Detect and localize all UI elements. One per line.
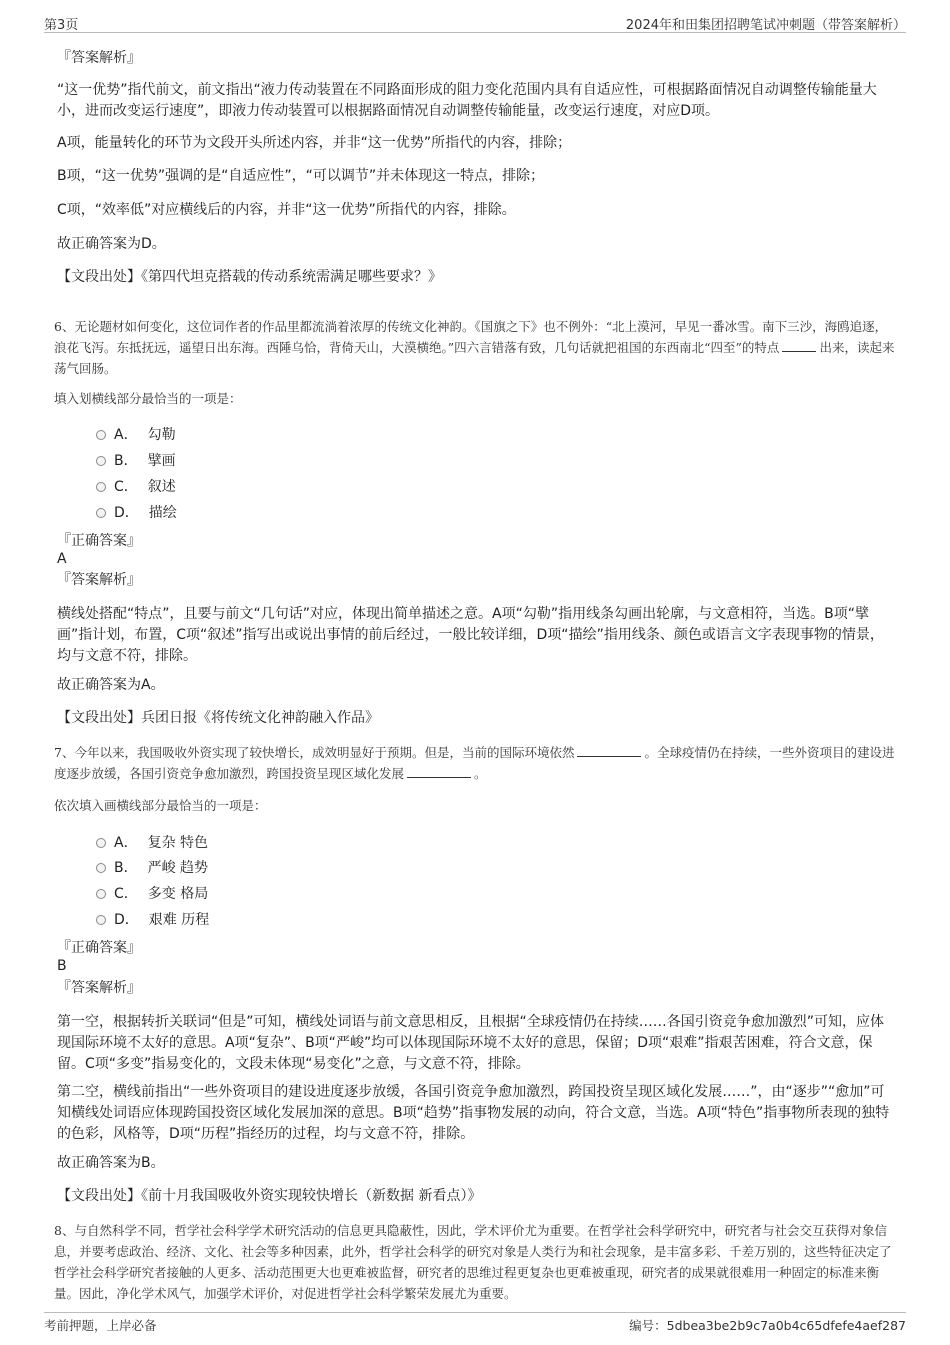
q7-analysis-label: 『答案解析』 — [57, 980, 141, 996]
option-text: 多变 格局 — [147, 886, 209, 902]
q6-stem-text-b: 出来，读起来荡气回肠。 — [54, 340, 895, 376]
radio-icon[interactable] — [96, 456, 106, 466]
q6-analysis-text: 横线处搭配“特点”，且要与前文“几句话”对应，体现出简单描述之意。A项“勾勒”指用线条勾画出轮廓，与文意相符，当选。B项“擘画”指计划，布置，C项“叙述”指写出或说出事情的前后经过，一般比较详细，D项“描绘”指用线条、颜色或语言文字表现事物的情景，均与文意不符，排除。 — [57, 606, 884, 664]
q7-stem — [54, 742, 899, 784]
option-text: 叙述 — [147, 479, 176, 495]
radio-icon[interactable] — [96, 915, 106, 925]
q5-analysis-text: “这一优势”指代前文，前文指出“液力传动装置在不同路面形成的阻力变化范围内具有自适应性，可根据路面情况自动调整传输能量大小，进而改变运行速度”，即液力传动装置可以根据路面情况自动调整传输能量，改变运行速度，对应D项。 — [57, 82, 877, 119]
option-text: 擘画 — [147, 453, 176, 469]
option-text: 艰难 历程 — [148, 912, 210, 928]
option-text: 描绘 — [148, 505, 177, 521]
q5-conclusion: 故正确答案为D。 — [57, 236, 166, 252]
q7-option-d[interactable] — [96, 910, 209, 930]
q6-conclusion: 故正确答案为A。 — [57, 677, 165, 693]
q5-analysis-label: 『答案解析』 — [57, 50, 141, 66]
page-header — [44, 12, 906, 33]
q7-option-b[interactable] — [96, 858, 208, 878]
q7-blank-2 — [407, 765, 471, 778]
q7-stem-text-c: 。 — [474, 766, 487, 781]
radio-icon[interactable] — [96, 482, 106, 492]
radio-icon[interactable] — [96, 838, 106, 848]
q7-stem-text-b: 。全球疫情仍在持续，一些外资项目的建设进度逐步放缓，各国引资竞争愈加激烈，跨国投资呈现区域化发展 — [54, 745, 895, 781]
option-letter: D． — [114, 505, 139, 521]
option-letter: B． — [114, 860, 138, 876]
q6-stem-text-a: 6、无论题材如何变化，这位词作者的作品里都流淌着浓厚的传统文化神韵。《国旗之下》也不例外：“北上漠河，早见一番冰雪。南下三沙，海鸥追逐，浪花飞泻。东抵抚远，遥望日出东海。西陲乌恰，背倚天山，大漠横绝。”四六言错落有致，几句话就把祖国的东西南北“四至”的特点 — [54, 319, 888, 355]
q6-stem — [54, 316, 899, 379]
q7-prompt: 依次填入画横线部分最恰当的一项是： — [54, 798, 267, 813]
option-text: 复杂 特色 — [147, 835, 209, 851]
option-letter: C． — [114, 479, 138, 495]
footer-code-value: 5dbea3be2b9c7a0b4c65dfefe4aef287 — [666, 1318, 906, 1333]
footer-code-label: 编号： — [629, 1318, 667, 1333]
q7-analysis-text-1: 第一空，根据转折关联词“但是”可知，横线处词语与前文意思相反，且根据“全球疫情仍在持续……各国引资竞争愈加激烈”可知，应体现国际环境不太好的意思。A项“复杂”、B项“严峻”均可以体现国际环境不太好的意思，保留；D项“艰难”指艰苦困难，符合文意，保留。C项“多变”指易变化的，文段未体现“易变化”之意，与文意不符，排除。 — [57, 1014, 885, 1072]
option-letter: D． — [114, 912, 139, 928]
q5-analysis-option-b: B项，“这一优势”强调的是“自适应性”，“可以调节”并未体现这一特点，排除； — [57, 168, 545, 184]
option-text: 勾勒 — [147, 427, 176, 443]
q5-analysis-option-c: C项，“效率低”对应横线后的内容，并非“这一优势”所指代的内容，排除。 — [57, 202, 516, 218]
q7-conclusion: 故正确答案为B。 — [57, 1155, 165, 1171]
q8-stem: 8、与自然科学不同，哲学社会科学学术研究活动的信息更具隐蔽性，因此，学术评价尤为重要。在哲学社会科学研究中，研究者与社会交互获得对象信息，并要考虑政治、经济、文化、社会等多种因素，此外，哲学社会科学的研究对象是人类行为和社会现象，是丰富多彩、千差万别的，这些特征决定了哲学社会科学研究者接触的人更多、活动范围更大也更难被监督，研究者的思维过程更复杂也更难被重现，研究者的成果就很难用一种固定的标准来衡量。因此，净化学术风气，加强学术评价，对促进哲学社会科学繁荣发展尤为重要。 — [54, 1223, 892, 1301]
option-text: 严峻 趋势 — [147, 860, 209, 876]
q6-blank — [782, 339, 816, 352]
q7-blank-1 — [577, 744, 641, 757]
q6-option-d[interactable] — [96, 503, 177, 523]
option-letter: A． — [114, 427, 138, 443]
radio-icon[interactable] — [96, 430, 106, 440]
page-footer — [44, 1312, 906, 1333]
q5-source: 【文段出处】《第四代坦克搭载的传动系统需满足哪些要求？》 — [57, 269, 442, 285]
document-title: 2024年和田集团招聘笔试冲刺题（带答案解析） — [625, 18, 906, 33]
q6-analysis-label: 『答案解析』 — [57, 572, 141, 588]
option-letter: B． — [114, 453, 138, 469]
q6-correct-answer: A — [57, 551, 67, 567]
radio-icon[interactable] — [96, 863, 106, 873]
q6-correct-label: 『正确答案』 — [57, 533, 141, 549]
q6-option-a[interactable] — [96, 425, 176, 445]
q7-correct-label: 『正确答案』 — [57, 940, 141, 956]
radio-icon[interactable] — [96, 889, 106, 899]
q7-option-a[interactable] — [96, 833, 208, 853]
radio-icon[interactable] — [96, 508, 106, 518]
q5-analysis-option-a: A项，能量转化的环节为文段开头所述内容，并非“这一优势”所指代的内容，排除； — [57, 135, 572, 151]
q7-source: 【文段出处】《前十月我国吸收外资实现较快增长（新数据 新看点）》 — [57, 1188, 482, 1204]
page-number: 第3页 — [44, 18, 79, 33]
q6-source: 【文段出处】兵团日报《将传统文化神韵融入作品》 — [57, 710, 379, 726]
option-letter: C． — [114, 886, 138, 902]
footer-code — [629, 1316, 906, 1334]
q7-correct-answer: B — [57, 958, 67, 974]
option-letter: A． — [114, 835, 138, 851]
q6-option-b[interactable] — [96, 451, 176, 471]
q7-stem-text-a: 7、今年以来，我国吸收外资实现了较快增长，成效明显好于预期。但是，当前的国际环境依然 — [54, 745, 575, 760]
q6-option-c[interactable] — [96, 477, 176, 497]
q7-option-c[interactable] — [96, 884, 208, 904]
q6-prompt: 填入划横线部分最恰当的一项是： — [54, 391, 242, 406]
footer-slogan: 考前押题，上岸必备 — [44, 1318, 157, 1333]
q7-analysis-text-2: 第二空，横线前指出“一些外资项目的建设进度逐步放缓，各国引资竞争愈加激烈，跨国投资呈现区域化发展……”，由“逐步”“愈加”可知横线处词语应体现跨国投资区域化发展加深的意思。B项“趋势”指事物发展的动向，符合文意，当选。A项“特色”指事物所表现的独特的色彩，风格等，D项“历程”指经历的过程，均与文意不符，排除。 — [57, 1084, 890, 1142]
